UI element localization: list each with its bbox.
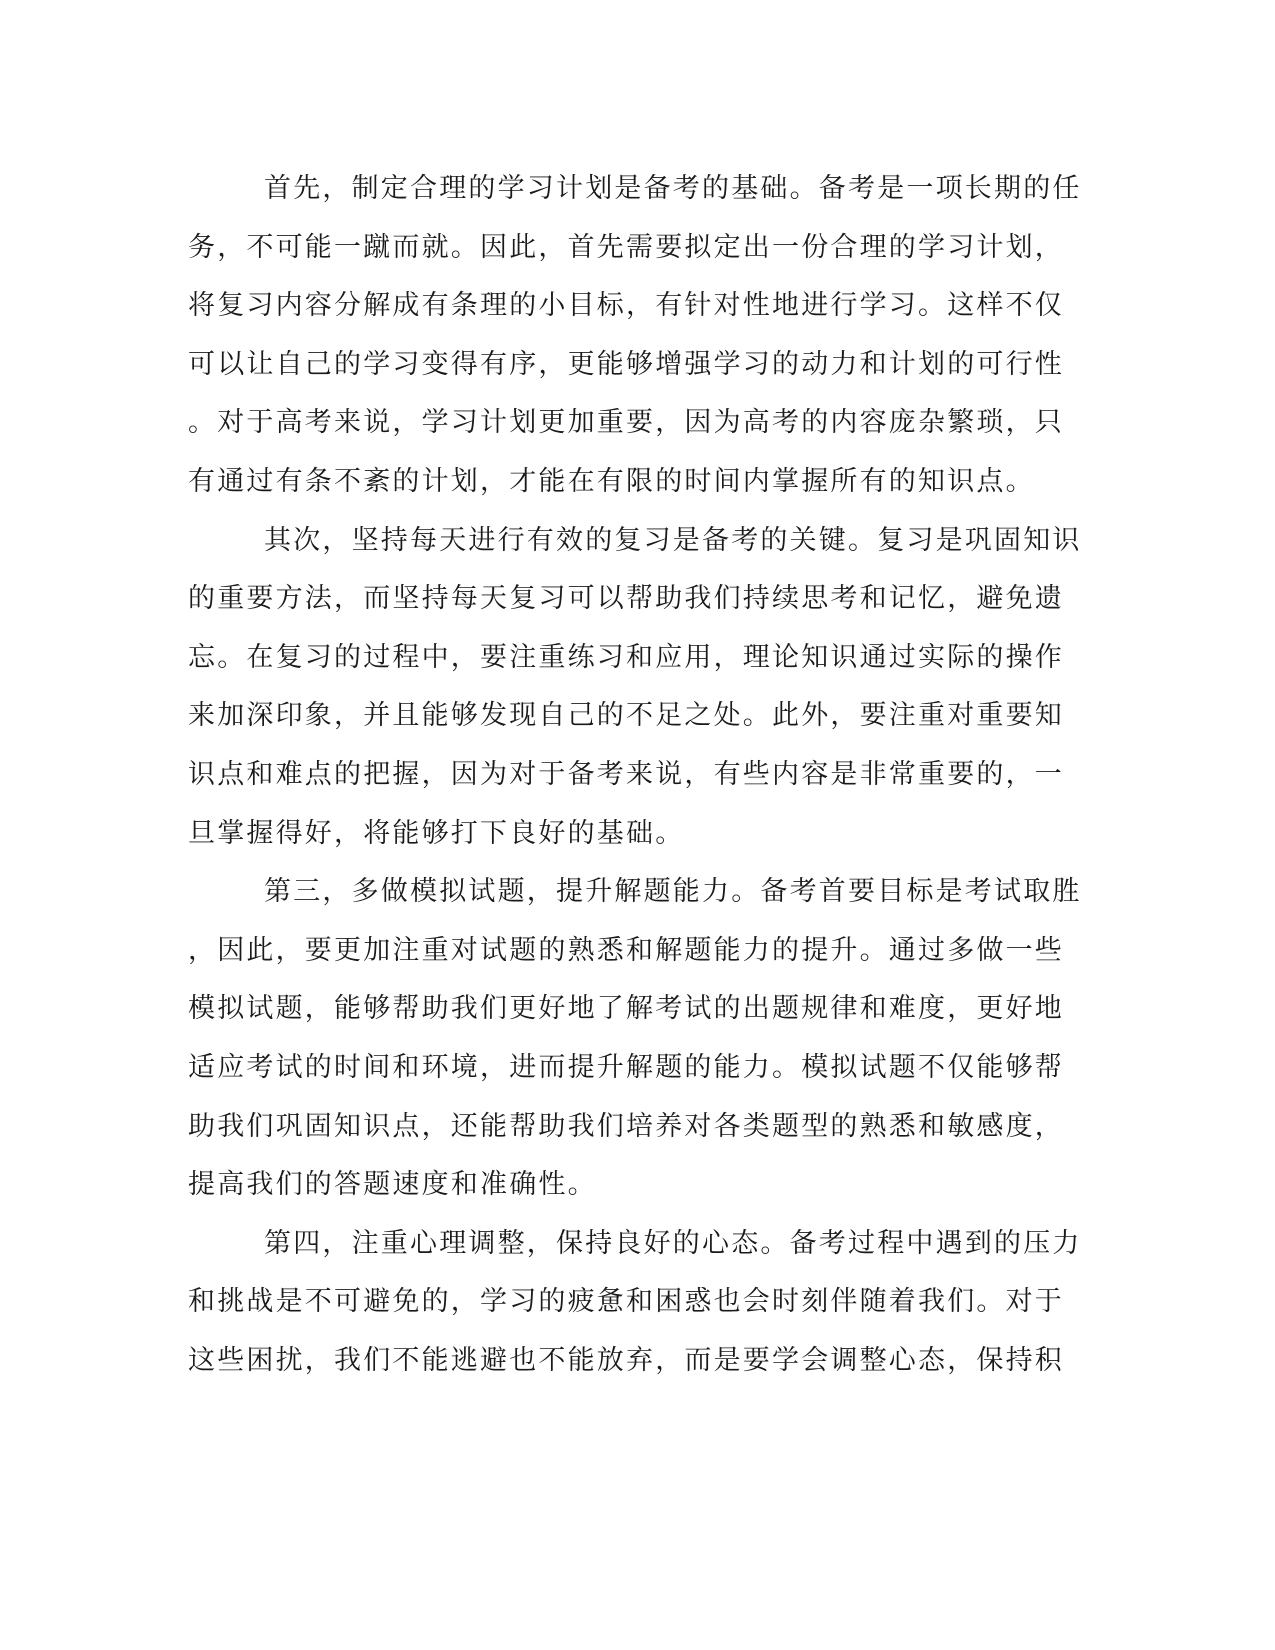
- paragraph-2-line-1: 其次，坚持每天进行有效的复习是备考的关键。复习是巩固知识: [264, 524, 1082, 556]
- paragraph-1-line-1: 首先，制定合理的学习计划是备考的基础。备考是一项长期的任: [264, 173, 1082, 204]
- paragraph-1-line-6: 有通过有条不紊的计划，才能在有限的时间内掌握所有的知识点。: [188, 465, 1035, 497]
- paragraph-4-line-3: 这些困扰，我们不能逃避也不能放弃，而是要学会调整心态，保持积: [188, 1344, 1064, 1376]
- paragraph-4-line-1: 第四，注重心理调整，保持良好的心态。备考过程中遇到的压力: [264, 1227, 1082, 1259]
- paragraph-3-line-6: 提高我们的答题速度和准确性。: [188, 1169, 597, 1201]
- paragraph-2-line-4: 来加深印象，并且能够发现自己的不足之处。此外，要注重对重要知: [188, 700, 1064, 732]
- body-text: [188, 160, 1082, 1390]
- paragraph-3-line-2: ，因此，要更加注重对试题的熟悉和解题能力的提升。通过多做一些: [188, 934, 1064, 966]
- paragraph-3-line-4: 适应考试的时间和环境，进而提升解题的能力。模拟试题不仅能够帮: [188, 1051, 1064, 1083]
- paragraph-1-line-5: 。对于高考来说，学习计划更加重要，因为高考的内容庞杂繁琐，只: [188, 407, 1064, 439]
- paragraph-2-line-6: 旦掌握得好，将能够打下良好的基础。: [188, 817, 685, 849]
- paragraph-1-line-4: 可以让自己的学习变得有序，更能够增强学习的动力和计划的可行性: [188, 348, 1064, 380]
- paragraph-2-line-2: 的重要方法，而坚持每天复习可以帮助我们持续思考和记忆，避免遗: [188, 583, 1064, 615]
- paragraph-2-line-5: 识点和难点的把握，因为对于备考来说，有些内容是非常重要的，一: [188, 758, 1064, 790]
- paragraph-1-line-2: 务，不可能一蹴而就。因此，首先需要拟定出一份合理的学习计划，: [188, 231, 1064, 263]
- paragraph-3-line-3: 模拟试题，能够帮助我们更好地了解考试的出题规律和难度，更好地: [188, 993, 1064, 1025]
- paragraph-4-line-2: 和挑战是不可避免的，学习的疲惫和困惑也会时刻伴随着我们。对于: [188, 1286, 1064, 1318]
- paragraph-1-line-3: 将复习内容分解成有条理的小目标，有针对性地进行学习。这样不仅: [188, 290, 1064, 322]
- paragraph-2-line-3: 忘。在复习的过程中，要注重练习和应用，理论知识通过实际的操作: [188, 641, 1064, 673]
- paragraph-3-line-5: 助我们巩固知识点，还能帮助我们培养对各类题型的熟悉和敏感度，: [188, 1110, 1064, 1142]
- paragraph-3-line-1: 第三，多做模拟试题，提升解题能力。备考首要目标是考试取胜: [264, 876, 1082, 908]
